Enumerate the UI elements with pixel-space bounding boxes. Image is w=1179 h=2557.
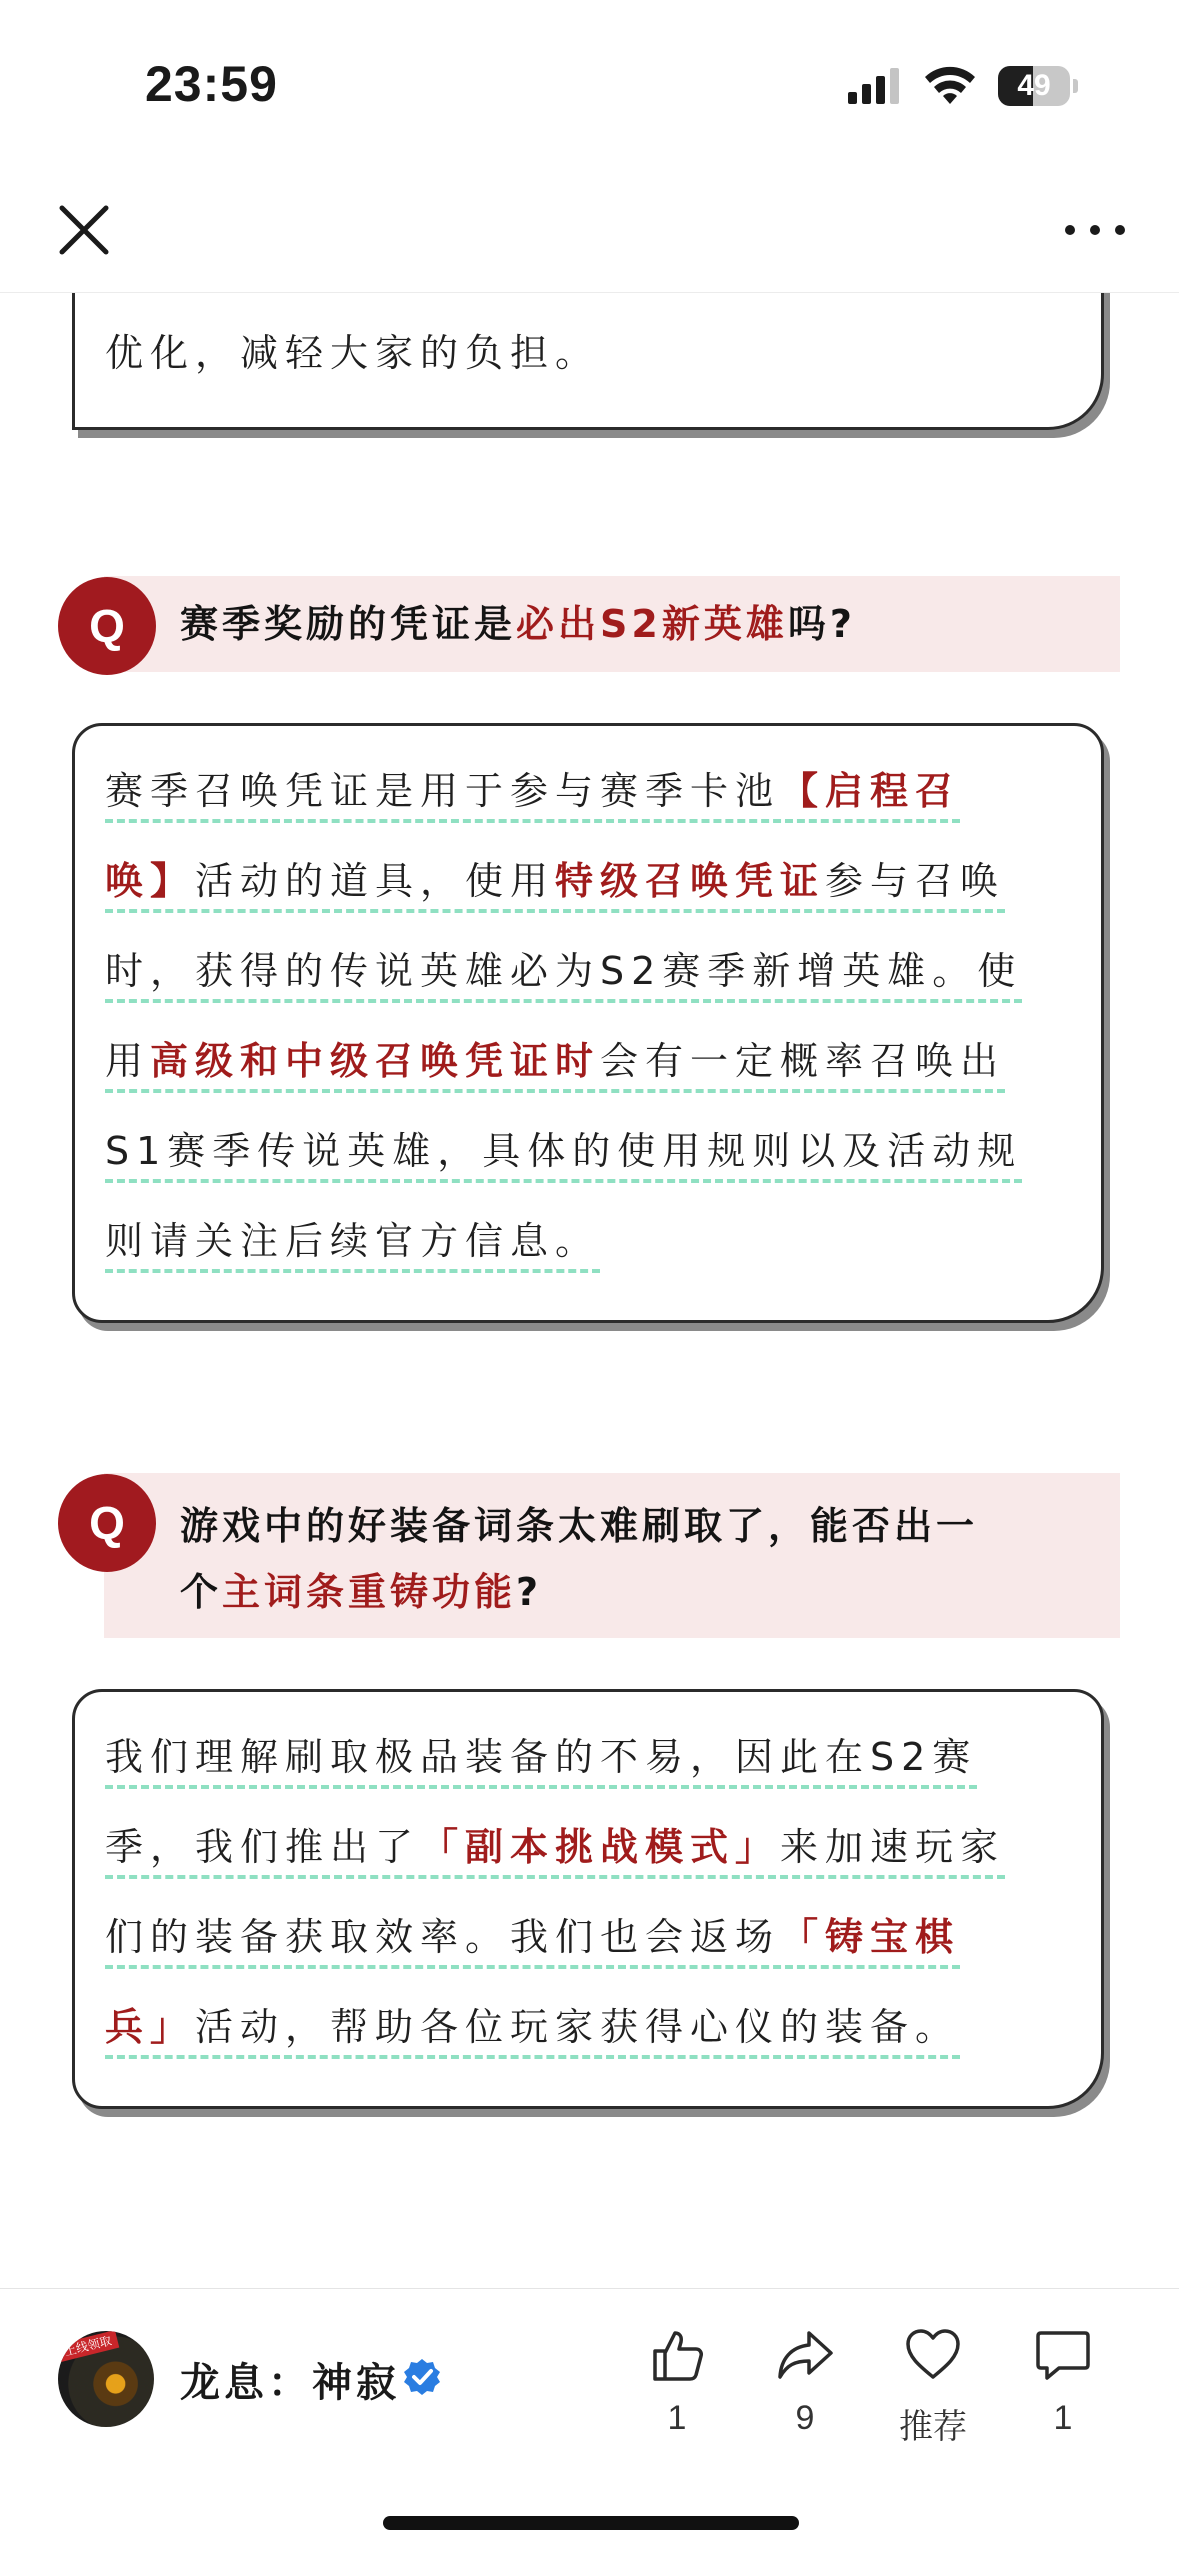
- battery-icon: [998, 66, 1078, 106]
- like-count: 1: [667, 2399, 687, 2437]
- answer-line: [105, 1106, 1085, 1196]
- highlighted-text: 高级和中级召唤凭证时: [150, 1039, 601, 1083]
- text-segment: 时，获得的传说英雄必为S2赛季新增英雄。使: [105, 949, 1023, 993]
- highlighted-text: 主词条重铸功能: [222, 1570, 517, 1614]
- verified-badge-icon: [402, 2357, 442, 2397]
- text-segment: 参与召唤: [825, 859, 1006, 903]
- more-horizontal-icon[interactable]: [1060, 205, 1130, 255]
- recommend-button[interactable]: [888, 2325, 978, 2448]
- question-line: [180, 1493, 978, 1559]
- text-segment: 赛季奖励的凭证是: [180, 602, 517, 646]
- answer-line: [105, 1802, 1095, 1892]
- answer-line: [105, 746, 1085, 836]
- highlighted-text: 必出S2新英雄: [516, 602, 788, 646]
- comment-count: 1: [1053, 2399, 1073, 2437]
- battery-level: 49: [1017, 69, 1051, 102]
- text-segment: ?: [516, 1570, 543, 1614]
- text-segment: S1赛季传说英雄，具体的使用规则以及活动规: [105, 1129, 1023, 1173]
- question-text: [180, 1493, 978, 1625]
- home-indicator: [383, 2516, 799, 2530]
- question-text: [180, 591, 856, 657]
- question-line: [180, 1559, 978, 1625]
- share-icon: [775, 2325, 835, 2385]
- text-segment: 来加速玩家: [780, 1825, 1006, 1869]
- text-segment: 会有一定概率召唤出: [600, 1039, 1006, 1083]
- status-time: 23:59: [145, 56, 278, 112]
- answer-text: [105, 293, 600, 413]
- article-content: [0, 293, 1179, 2288]
- line-text: [105, 1825, 1005, 1879]
- answer-card: [72, 723, 1104, 1323]
- line-text: [105, 1039, 1005, 1093]
- question-mark-badge: Q: [58, 1474, 156, 1572]
- answer-line: [105, 1016, 1085, 1106]
- thumbs-up-icon: [647, 2325, 707, 2385]
- heart-icon: [903, 2325, 963, 2385]
- author-name[interactable]: 龙息：神寂: [180, 2360, 400, 2406]
- like-button[interactable]: [632, 2325, 722, 2438]
- highlighted-text: 唤】: [105, 859, 196, 903]
- line-text: [105, 1129, 1022, 1183]
- comment-button[interactable]: [1018, 2325, 1108, 2438]
- question-mark-badge: Q: [58, 577, 156, 675]
- answer-line: [105, 836, 1085, 926]
- answer-card: [72, 293, 1104, 430]
- line-text: [180, 1504, 978, 1548]
- text-segment: 个: [180, 1570, 223, 1614]
- line-text: [105, 769, 960, 823]
- share-button[interactable]: [760, 2325, 850, 2438]
- text-segment: 活动，帮助各位玩家获得心仪的装备。: [195, 2005, 961, 2049]
- text-segment: 游戏中的好装备词条太难刷取了，能否出一: [180, 1504, 979, 1548]
- close-icon[interactable]: [52, 198, 116, 262]
- highlighted-text: 「铸宝棋: [780, 1915, 961, 1959]
- answer-line: [105, 1892, 1095, 1982]
- status-bar: [0, 0, 1179, 170]
- text-segment: 我们理解刷取极品装备的不易，因此在S2赛: [105, 1735, 978, 1779]
- avatar[interactable]: [58, 2331, 154, 2427]
- line-text: [105, 1915, 960, 1969]
- highlighted-text: 特级召唤凭证: [555, 859, 826, 903]
- nav-bar: [0, 170, 1179, 293]
- text-segment: 吗?: [787, 602, 856, 646]
- line-text: [105, 859, 1005, 913]
- answer-line: [105, 1712, 1095, 1802]
- recommend-label: 推荐: [899, 2408, 967, 2446]
- line-text: [105, 949, 1022, 1003]
- text-segment: 们的装备获取效率。我们也会返场: [105, 1915, 781, 1959]
- comment-icon: [1033, 2325, 1093, 2385]
- bottom-action-bar: [0, 2288, 1179, 2557]
- answer-line: [105, 1982, 1095, 2072]
- text-segment: 赛季召唤凭证是用于参与赛季卡池: [105, 769, 781, 813]
- answer-line: [105, 1196, 1085, 1286]
- answer-line: 优化，减轻大家的负担。: [105, 331, 601, 375]
- question-line: [180, 591, 856, 657]
- answer-card: [72, 1689, 1104, 2109]
- line-text: [105, 2005, 960, 2059]
- text-segment: 季，我们推出了: [105, 1825, 421, 1869]
- text-segment: 活动的道具，使用: [195, 859, 556, 903]
- answer-text: [105, 1712, 1095, 2072]
- highlighted-text: 【启程召: [780, 769, 961, 813]
- share-count: 9: [795, 2399, 815, 2437]
- line-text: [180, 602, 856, 646]
- cellular-signal-icon: [848, 66, 904, 106]
- text-segment: 用: [105, 1039, 151, 1083]
- text-segment: 则请关注后续官方信息。: [105, 1219, 601, 1263]
- answer-line: [105, 926, 1085, 1016]
- line-text: [105, 1219, 600, 1273]
- highlighted-text: 兵」: [105, 2005, 196, 2049]
- highlighted-text: 「副本挑战模式」: [420, 1825, 781, 1869]
- wifi-icon: [922, 62, 978, 106]
- line-text: [180, 1570, 542, 1614]
- answer-text: [105, 746, 1085, 1286]
- line-text: [105, 1735, 977, 1789]
- avatar-badge: 上线领取: [58, 2331, 119, 2362]
